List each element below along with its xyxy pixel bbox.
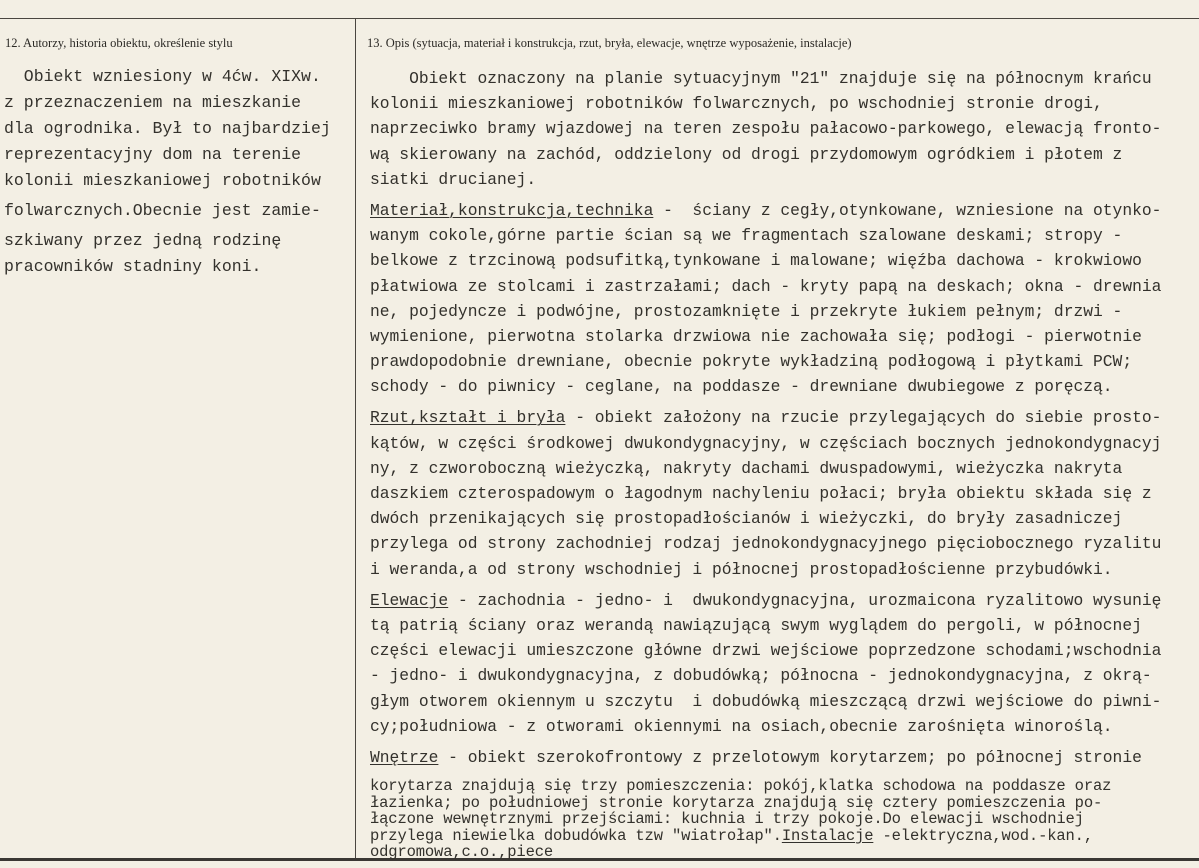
section-heading: Elewacje bbox=[370, 590, 449, 610]
line-text: siatki drucianej. bbox=[370, 169, 537, 189]
description-line bbox=[370, 431, 1198, 456]
description-line bbox=[370, 663, 1198, 688]
description-line bbox=[370, 198, 1198, 223]
line-text: - ściany z cegły,otynkowane, wzniesione na otynko- bbox=[653, 200, 1162, 220]
description-line bbox=[370, 66, 1198, 91]
description-line bbox=[370, 481, 1198, 506]
description-line bbox=[370, 349, 1198, 374]
line-text: kolonii mieszkaniowej robotników folwarcznych, po wschodniej stronie drogi, bbox=[370, 94, 1103, 114]
description-line bbox=[370, 274, 1198, 299]
line-text: płatwiowa ze stolcami i zastrzałami; dach - kryty papą na deskach; okna - drewnia bbox=[370, 276, 1162, 296]
description-line bbox=[370, 531, 1198, 556]
history-line: dla ogrodnika. Był to najbardziej bbox=[4, 119, 331, 138]
line-text: głym otworem okiennym u szczytu i dobudówką mieszczącą drzwi wejściowe do piwni- bbox=[370, 691, 1162, 711]
description-line: łazienka; po południowej stronie korytarza znajdują się cztery pomieszczenia po- bbox=[370, 793, 1103, 812]
section-heading: Rzut,kształt i bryła bbox=[370, 408, 566, 428]
description-line bbox=[370, 91, 1198, 116]
history-line: pracowników stadniny koni. bbox=[4, 257, 262, 276]
column-divider bbox=[355, 19, 356, 859]
line-text: - obiekt założony na rzucie przylegających do siebie prosto- bbox=[565, 408, 1162, 428]
line-text: ny, z czworoboczną wieżyczką, nakryty dachami dwuspadowymi, wieżyczka nakryta bbox=[370, 458, 1123, 478]
section-heading: Materiał,konstrukcja,technika bbox=[370, 200, 654, 220]
section-header-description: 13. Opis (sytuacja, materiał i konstrukcja, rzut, bryła, elewacje, wnętrze wyposażenie, instalacje) bbox=[367, 36, 852, 50]
line-text: - jedno- i dwukondygnacyjna, z dobudówką; północna - jednokondygnacyjna, z okrą- bbox=[370, 666, 1152, 686]
history-line: szkiwany przez jedną rodzinę bbox=[4, 231, 282, 250]
line-text: dwóch przenikających się prostopadłościanów i wieżyczki, do bryły zasadniczej bbox=[370, 509, 1123, 529]
description-line bbox=[370, 828, 1198, 845]
line-text: kątów, w części środkowej dwukondygnacyjny, w częściach bocznych jednokondygnacyj bbox=[370, 433, 1162, 453]
description-line: odgromowa,c.o.,piece bbox=[370, 843, 554, 862]
line-text: przylega niewielka dobudówka tzw "wiatrołap". bbox=[370, 826, 782, 845]
description-text bbox=[370, 66, 1198, 861]
line-text: belkowe z trzcinową podsufitką,tynkowane i malowane; więźba dachowa - krokwiowo bbox=[370, 251, 1142, 271]
section-header-authors: 12. Autorzy, historia obiektu, określenie stylu bbox=[5, 36, 233, 50]
line-text: - zachodnia - jedno- i dwukondygnacyjna, urozmaicona ryzalitowo wysunię bbox=[448, 590, 1162, 610]
description-line bbox=[370, 142, 1198, 167]
line-text: tą patrią ściany oraz werandą nawiązującą swym wyglądem do pergoli, w północnej bbox=[370, 615, 1142, 635]
line-text: Obiekt oznaczony na planie sytuacyjnym "21" znajduje się na północnym krańcu bbox=[370, 69, 1152, 88]
description-line: korytarza znajdują się trzy pomieszczenia: pokój,klatka schodowa na poddasze oraz bbox=[370, 777, 1112, 796]
history-line: Obiekt wzniesiony w 4ćw. XIXw. bbox=[4, 67, 321, 86]
description-line bbox=[370, 638, 1198, 663]
description-line bbox=[370, 613, 1198, 638]
description-line bbox=[370, 714, 1198, 739]
line-text: -elektryczna,wod.-kan., bbox=[873, 826, 1093, 845]
description-line bbox=[370, 374, 1198, 399]
history-text bbox=[4, 64, 349, 280]
history-line: z przeznaczeniem na mieszkanie bbox=[4, 93, 302, 112]
description-line bbox=[370, 116, 1198, 141]
line-text: części elewacji umieszczone główne drzwi wejściowe poprzedzone schodami;wschodnia bbox=[370, 641, 1162, 661]
history-line: folwarcznych.Obecnie jest zamie- bbox=[4, 201, 321, 220]
line-text: naprzeciwko bramy wjazdowej na teren zespołu pałacowo-parkowego, elewacją fronto- bbox=[370, 119, 1162, 139]
line-text: - obiekt szerokofrontowy z przelotowym korytarzem; po północnej stronie bbox=[438, 747, 1142, 767]
description-line bbox=[370, 506, 1198, 531]
top-rule bbox=[0, 18, 1199, 19]
description-line bbox=[370, 299, 1198, 324]
description-line bbox=[370, 324, 1198, 349]
line-text: schody - do piwnicy - ceglane, na poddasze - drewniane dwubiegowe z poręczą. bbox=[370, 377, 1113, 397]
line-text: przylega od strony zachodniej rodzaj jednokondygnacyjnego pięciobocznego ryzalitu bbox=[370, 534, 1162, 554]
line-text: cy;południowa - z otworami okiennymi na osiach,obecnie zarośnięta winoroślą. bbox=[370, 716, 1113, 736]
line-text: ne, pojedyncze i podwójne, prostozamknięte i przekryte łukiem pełnym; drzwi - bbox=[370, 301, 1123, 321]
description-line bbox=[370, 248, 1198, 273]
description-line bbox=[370, 689, 1198, 714]
line-text: wanym cokole,górne partie ścian są we fragmentach szalowane deskami; stropy - bbox=[370, 226, 1123, 246]
line-text: wą skierowany na zachód, oddzielony od drogi przydomowym ogródkiem i płotem z bbox=[370, 144, 1123, 164]
history-line: reprezentacyjny dom na terenie bbox=[4, 145, 302, 164]
line-text: daszkiem czterospadowym o łagodnym nachyleniu połaci; bryła obiektu składa się z bbox=[370, 484, 1152, 503]
description-line bbox=[370, 405, 1198, 430]
section-heading: Wnętrze bbox=[370, 747, 439, 767]
line-text: prawdopodobnie drewniane, obecnie pokryte wykładziną podłogową i płytkami PCW; bbox=[370, 352, 1133, 372]
description-line bbox=[370, 456, 1198, 481]
description-line bbox=[370, 745, 1198, 770]
description-line bbox=[370, 223, 1198, 248]
description-line bbox=[370, 167, 1198, 192]
description-line bbox=[370, 588, 1198, 613]
description-line bbox=[370, 557, 1198, 582]
line-text: i weranda,a od strony wschodniej i północnej prostopadłościenne przybudówki. bbox=[370, 559, 1113, 579]
section-heading: Instalacje bbox=[781, 826, 874, 845]
line-text: wymienione, pierwotna stolarka drzwiowa nie zachowała się; podłogi - pierwotnie bbox=[370, 326, 1142, 346]
history-line: kolonii mieszkaniowej robotników bbox=[4, 171, 321, 190]
description-line: łączone wewnętrznymi przejściami: kuchnia i trzy pokoje.Do elewacji wschodniej bbox=[370, 810, 1084, 829]
